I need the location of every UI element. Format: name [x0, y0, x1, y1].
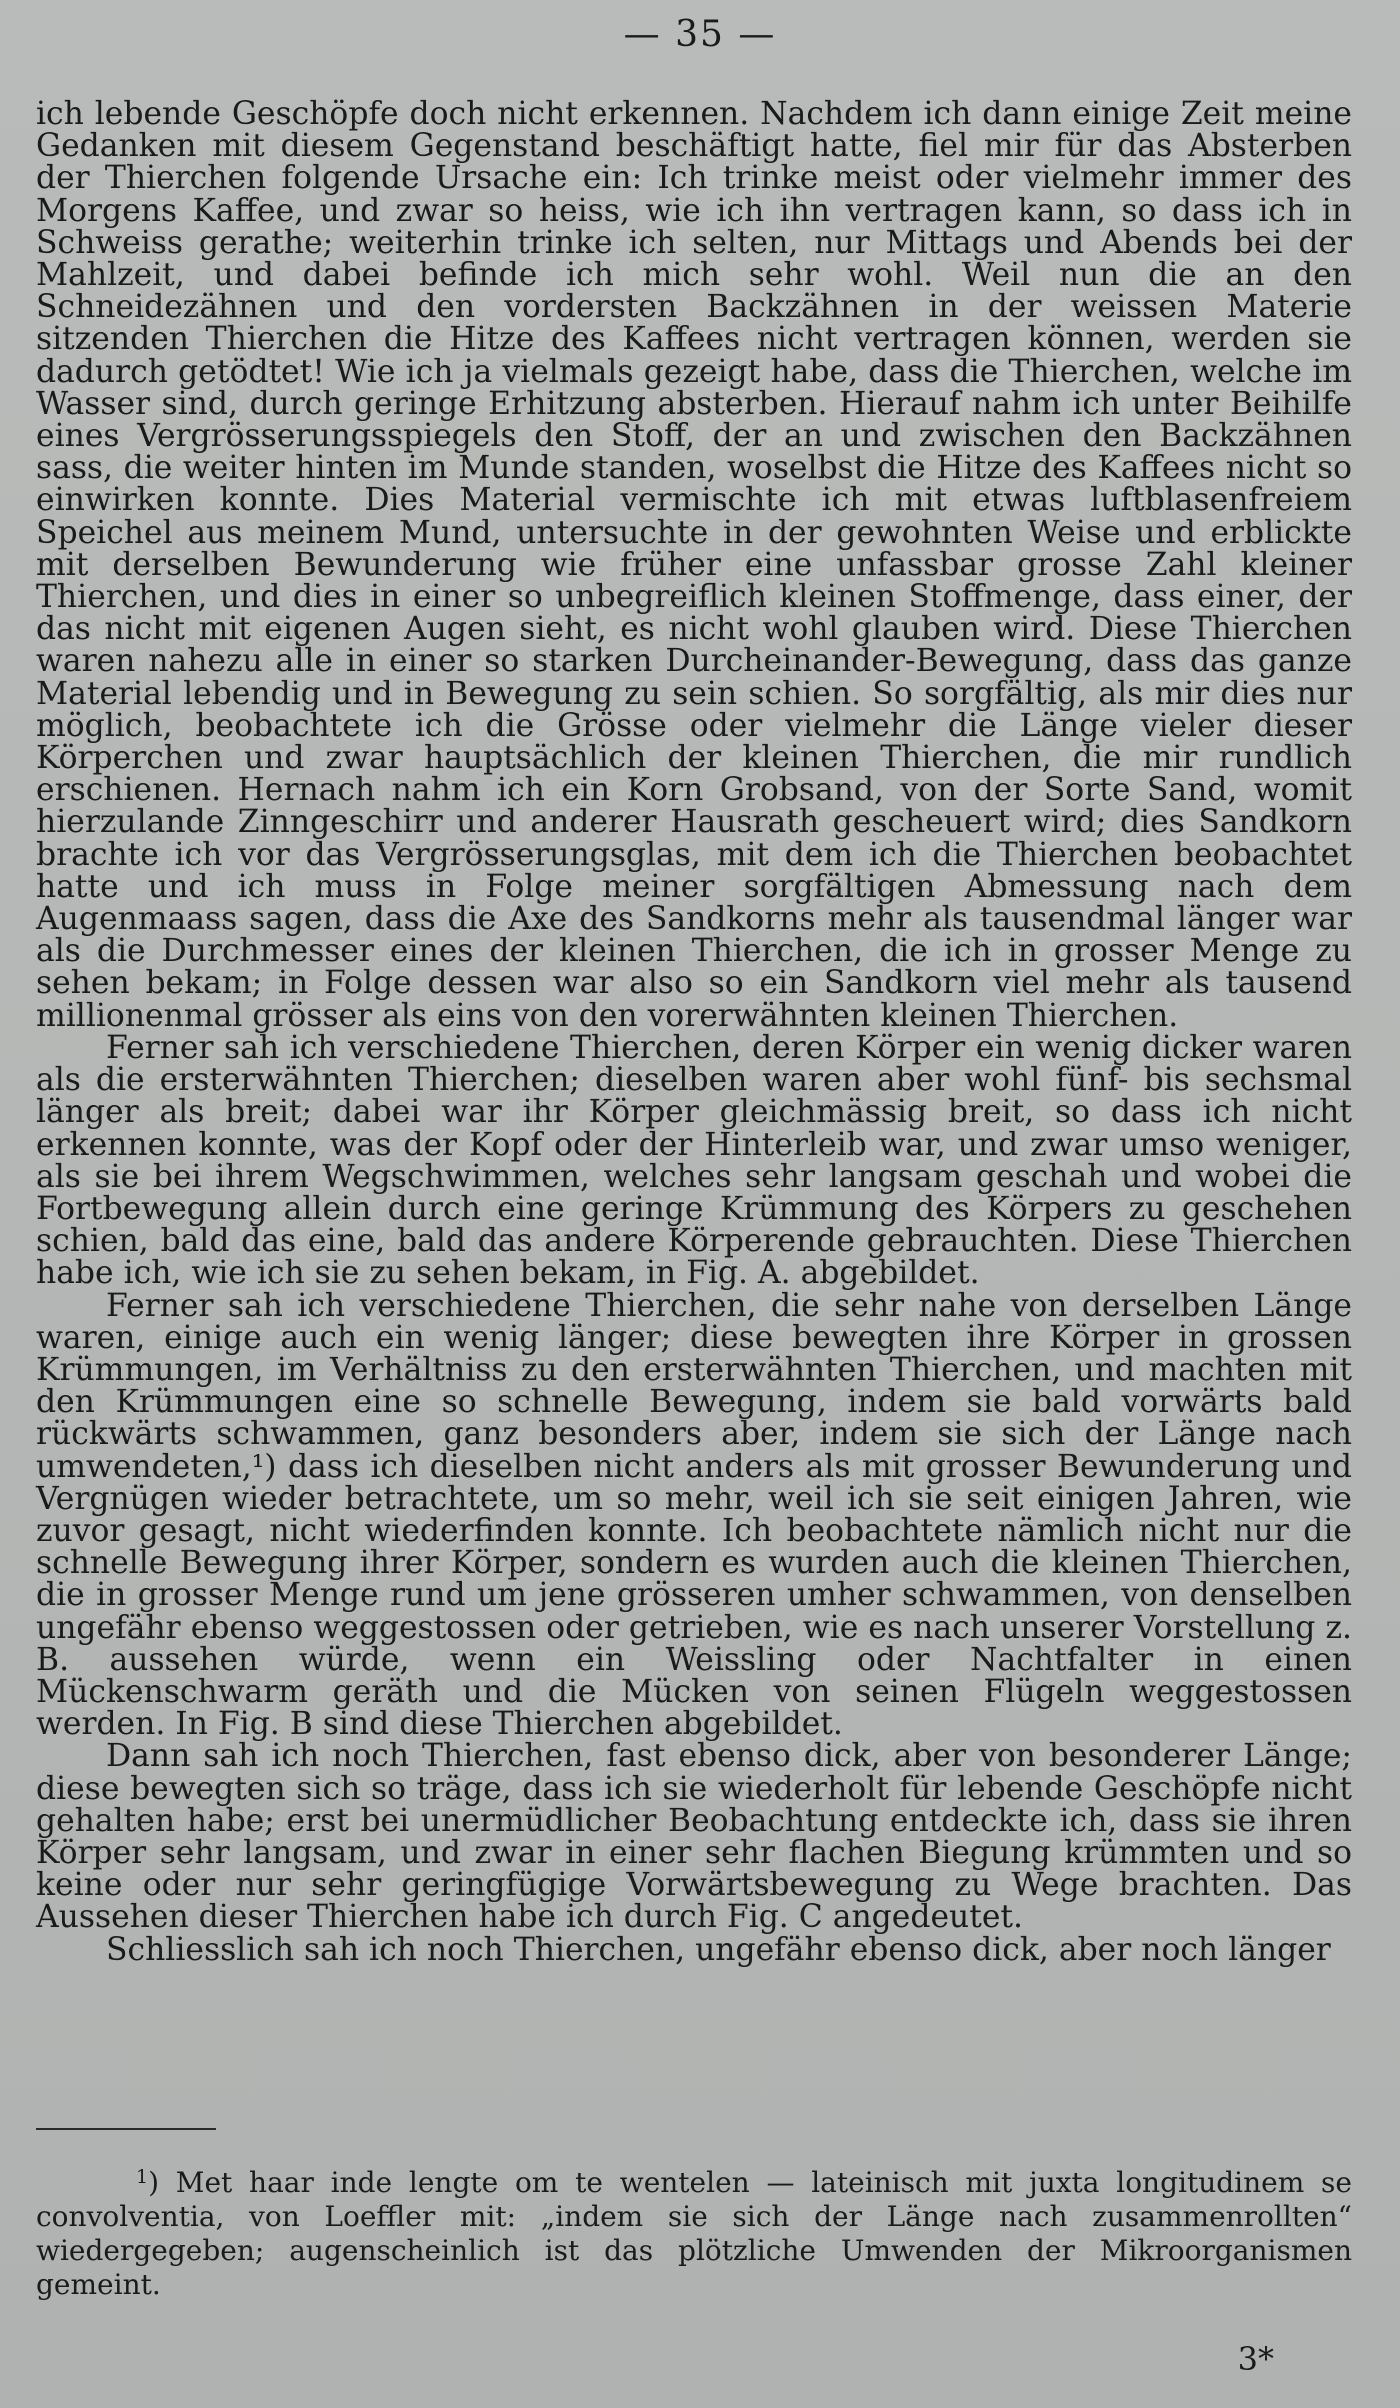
paragraph-1: ich lebende Geschöpfe doch nicht erkennen. Nachdem ich dann einige Zeit meine Gedanken mit diesem Gegenstand beschäftigt hatte, fiel mir für das Absterben der Thierchen folgende Ursache ein: Ich trinke meist oder vielmehr immer des Morgens Kaffee, und zwar so heiss, wie ich ihn vertragen kann, so dass ich in Schweiss gerathe; weiterhin trinke ich selten, nur Mittags und Abends bei der Mahlzeit, und dabei befinde ich mich sehr wohl. Weil nun die an den Schneidezähnen und den vordersten Backzähnen in der weissen Materie sitzenden Thierchen die Hitze des Kaffees nicht vertragen können, werden sie dadurch getödtet! Wie ich ja vielmals gezeigt habe, dass die Thierchen, welche im Wasser sind, durch geringe Erhitzung absterben. Hierauf nahm ich unter Beihilfe eines Vergrösserungsspiegels den Stoff, der an und zwischen den Backzähnen sass, die weiter hinten im Munde standen, woselbst die Hitze des Kaffees nicht so einwirken konnte. Dies Material vermischte ich mit etwas luftblasenfreiem Speichel aus meinem Mund, untersuchte in der gewohnten Weise und erblickte mit derselben Bewunderung wie früher eine unfassbar grosse Zahl kleiner Thierchen, und dies in einer so unbegreiflich kleinen Stoffmenge, dass einer, der das nicht mit eigenen Augen sieht, es nicht wohl glauben wird. Diese Thierchen waren nahezu alle in einer so starken Durcheinander-Bewegung, dass das ganze Material lebendig und in Bewegung zu sein schien. So sorgfältig, als mir dies nur möglich, beobachtete ich die Grösse oder vielmehr die Länge vieler dieser Körperchen und zwar hauptsächlich der kleinen Thierchen, die mir rundlich erschienen. Hernach nahm ich ein Korn Grobsand, von der Sorte Sand, womit hierzulande Zinngeschirr und anderer Hausrath gescheuert wird; dies Sandkorn brachte ich vor das Vergrösserungsglas, mit dem ich die Thierchen beobachtet hatte und ich muss in Folge meiner sorgfältigen Abmessung nach dem Augenmaass sagen, dass die Axe des Sandkorns mehr als tausendmal länger war als die Durchmesser eines der kleinen Thierchen, die ich in grosser Menge zu sehen bekam; in Folge dessen war also so ein Sandkorn viel mehr als tausend millionenmal grösser als eins von den vorerwähnten kleinen Thierchen. [36, 96, 1352, 1034]
footnote-rule [36, 2128, 216, 2130]
footnote-marker: 1 [136, 2166, 149, 2188]
paragraph-5: Schliesslich sah ich noch Thierchen, ungefähr ebenso dick, aber noch länger [106, 1931, 1331, 1968]
paragraph-3: Ferner sah ich verschiedene Thierchen, die sehr nahe von derselben Länge waren, einige auch ein wenig länger; diese bewegten ihre Körper in grossen Krümmungen, im Verhältniss zu den ersterwähnten Thierchen, und machten mit den Krümmungen eine so schnelle Bewegung, indem sie bald vorwärts bald rückwärts schwammen, ganz besonders aber, indem sie sich der Länge nach umwendeten,¹) dass ich dieselben nicht anders als mit grosser Bewunderung und Vergnügen wieder betrachtete, um so mehr, weil ich sie seit einigen Jahren, wie zuvor gesagt, nicht wiederfinden konnte. Ich beobachtete nämlich nicht nur die schnelle Bewegung ihrer Körper, sondern es wurden auch die kleinen Thierchen, die in grosser Menge rund um jene grösseren umher schwammen, von denselben ungefähr ebenso weggestossen oder getrieben, wie es nach unserer Vorstellung z. B. aussehen würde, wenn ein Weissling oder Nachtfalter in einen Mückenschwarm geräth und die Mücken von seinen Flügeln weggestossen werden. In Fig. B sind diese Thierchen abgebildet. [36, 1287, 1352, 1743]
sheet-signature: 3* [1237, 2340, 1274, 2378]
footnote [36, 2160, 1352, 2302]
paragraph-2: Ferner sah ich verschiedene Thierchen, deren Körper ein wenig dicker waren als die ersterwähnten Thierchen; dieselben waren aber wohl fünf- bis sechsmal länger als breit; dabei war ihr Körper gleichmässig breit, so dass ich nicht erkennen konnte, was der Kopf oder der Hinterleib war, und zwar umso weniger, als sie bei ihrem Wegschwimmen, welches sehr langsam geschah und wobei die Fortbewegung allein durch eine geringe Krümmung des Körpers zu geschehen schien, bald das eine, bald das andere Körperende gebrauchten. Diese Thierchen habe ich, wie ich sie zu sehen bekam, in Fig. A. abgebildet. [36, 1029, 1352, 1292]
page-number: — 35 — [623, 14, 777, 55]
paragraph-4: Dann sah ich noch Thierchen, fast ebenso dick, aber von besonderer Länge; diese bewegten sich so träge, dass ich sie wiederholt für lebende Geschöpfe nicht gehalten habe; erst bei unermüdlicher Beobachtung entdeckte ich, dass sie ihren Körper sehr langsam, und zwar in einer sehr flachen Biegung krümmten und so keine oder nur sehr geringfügige Vorwärtsbewegung zu Wege brachten. Das Aussehen dieser Thierchen habe ich durch Fig. C angedeutet. [36, 1738, 1352, 1936]
footnote-text: ) Met haar inde lengte om te wentelen — lateinisch mit juxta longitudinem se convolventia, von Loeffler mit: „indem sie sich der Länge nach zusammenrollten“ wiedergegeben; augenscheinlich ist das plötzliche Umwenden der Mikroorganismen gemeint. [36, 2166, 1352, 2301]
body-text [36, 98, 1352, 1966]
